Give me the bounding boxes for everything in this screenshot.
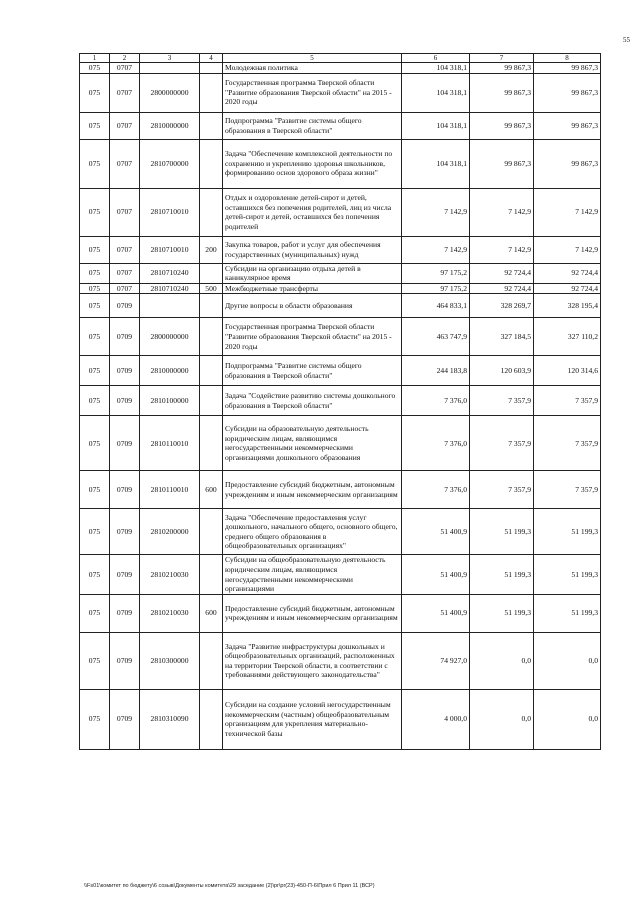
amount-cell-col7: 99 867,3 bbox=[470, 112, 534, 139]
target-article-cell: 2810300000 bbox=[140, 632, 200, 689]
amount-cell-col7: 51 199,3 bbox=[470, 509, 534, 555]
amount-cell-col6: 104 318,1 bbox=[402, 63, 470, 74]
expense-type-cell bbox=[200, 263, 223, 283]
expense-type-cell: 200 bbox=[200, 236, 223, 263]
amount-cell-col7: 99 867,3 bbox=[470, 73, 534, 112]
amount-cell-col6: 4 000,0 bbox=[402, 689, 470, 749]
table-row bbox=[80, 594, 601, 632]
ministry-code-cell: 075 bbox=[80, 356, 110, 386]
amount-cell-col7: 99 867,3 bbox=[470, 63, 534, 74]
ministry-code-cell: 075 bbox=[80, 632, 110, 689]
description-cell: Задача "Обеспечение предоставления услуг дошкольного, начального общего, основного общего, среднего общего образования в общеобразовательных организациях" bbox=[223, 509, 402, 555]
amount-cell-col6: 104 318,1 bbox=[402, 73, 470, 112]
ministry-code-cell: 075 bbox=[80, 188, 110, 236]
amount-cell-col6: 51 400,9 bbox=[402, 555, 470, 594]
amount-cell-col6: 104 318,1 bbox=[402, 112, 470, 139]
table-row bbox=[80, 139, 601, 188]
table-row bbox=[80, 632, 601, 689]
amount-cell-col6: 97 175,2 bbox=[402, 263, 470, 283]
section-code-cell: 0707 bbox=[110, 73, 140, 112]
ministry-code-cell: 075 bbox=[80, 63, 110, 74]
expense-type-cell bbox=[200, 139, 223, 188]
table-row bbox=[80, 263, 601, 283]
expense-type-cell bbox=[200, 73, 223, 112]
table-row bbox=[80, 386, 601, 416]
column-header: 4 bbox=[200, 54, 223, 63]
amount-cell-col7: 328 269,7 bbox=[470, 294, 534, 318]
amount-cell-col6: 7 376,0 bbox=[402, 416, 470, 471]
column-header: 1 bbox=[80, 54, 110, 63]
ministry-code-cell: 075 bbox=[80, 283, 110, 294]
section-code-cell: 0709 bbox=[110, 689, 140, 749]
description-cell: Закупка товаров, работ и услуг для обеспечения государственных (муниципальных) нужд bbox=[223, 236, 402, 263]
section-code-cell: 0709 bbox=[110, 555, 140, 594]
table-row bbox=[80, 236, 601, 263]
ministry-code-cell: 075 bbox=[80, 236, 110, 263]
target-article-cell: 2810210030 bbox=[140, 594, 200, 632]
section-code-cell: 0709 bbox=[110, 509, 140, 555]
amount-cell-col7: 51 199,3 bbox=[470, 594, 534, 632]
amount-cell-col6: 74 927,0 bbox=[402, 632, 470, 689]
target-article-cell: 2810700000 bbox=[140, 139, 200, 188]
amount-cell-col8: 51 199,3 bbox=[534, 555, 601, 594]
table-row bbox=[80, 356, 601, 386]
description-cell: Субсидии на организацию отдыха детей в каникулярное время bbox=[223, 263, 402, 283]
expense-type-cell: 500 bbox=[200, 283, 223, 294]
amount-cell-col7: 92 724,4 bbox=[470, 283, 534, 294]
table-row bbox=[80, 63, 601, 74]
description-cell: Государственная программа Тверской области "Развитие образования Тверской области" на 2015 - 2020 годы bbox=[223, 73, 402, 112]
target-article-cell: 2810210030 bbox=[140, 555, 200, 594]
amount-cell-col7: 0,0 bbox=[470, 632, 534, 689]
amount-cell-col8: 328 195,4 bbox=[534, 294, 601, 318]
target-article-cell: 2810110010 bbox=[140, 416, 200, 471]
column-header: 6 bbox=[402, 54, 470, 63]
amount-cell-col7: 51 199,3 bbox=[470, 555, 534, 594]
target-article-cell: 2800000000 bbox=[140, 318, 200, 356]
file-path-footer: \\Fs01\комитет по бюджету\6 созыв\Документы комитета\29 заседание (2)\pr\pr(23)-450-П-6\Прил 6 Прил 11 (ВСР) bbox=[84, 883, 375, 889]
amount-cell-col8: 120 314,6 bbox=[534, 356, 601, 386]
amount-cell-col6: 7 142,9 bbox=[402, 188, 470, 236]
description-cell: Молодежная политика bbox=[223, 63, 402, 74]
table-row bbox=[80, 509, 601, 555]
table-row bbox=[80, 555, 601, 594]
description-cell: Предоставление субсидий бюджетным, автономным учреждениям и иным некоммерческим организациям bbox=[223, 471, 402, 509]
description-cell: Отдых и оздоровление детей-сирот и детей, оставшихся без попечения родителей, лиц из числа детей-сирот и детей, оставшихся без попечения родителей bbox=[223, 188, 402, 236]
amount-cell-col8: 0,0 bbox=[534, 689, 601, 749]
section-code-cell: 0709 bbox=[110, 294, 140, 318]
description-cell: Подпрограмма "Развитие системы общего образования в Тверской области" bbox=[223, 356, 402, 386]
amount-cell-col6: 7 142,9 bbox=[402, 236, 470, 263]
section-code-cell: 0709 bbox=[110, 356, 140, 386]
amount-cell-col8: 7 357,9 bbox=[534, 386, 601, 416]
description-cell: Задача "Обеспечение комплексной деятельности по сохранению и укреплению здоровья школьников, формированию основ здорового образа жизни" bbox=[223, 139, 402, 188]
amount-cell-col7: 99 867,3 bbox=[470, 139, 534, 188]
amount-cell-col6: 244 183,8 bbox=[402, 356, 470, 386]
table-row bbox=[80, 112, 601, 139]
target-article-cell: 2810000000 bbox=[140, 356, 200, 386]
amount-cell-col8: 99 867,3 bbox=[534, 73, 601, 112]
expense-type-cell bbox=[200, 63, 223, 74]
expense-type-cell bbox=[200, 356, 223, 386]
expense-type-cell bbox=[200, 689, 223, 749]
description-cell: Субсидии на образовательную деятельность юридическим лицам, являющимся негосударственными некоммерческими организациями дошкольного образования bbox=[223, 416, 402, 471]
amount-cell-col7: 92 724,4 bbox=[470, 263, 534, 283]
amount-cell-col8: 7 142,9 bbox=[534, 188, 601, 236]
table-row bbox=[80, 471, 601, 509]
expense-type-cell bbox=[200, 318, 223, 356]
expense-type-cell bbox=[200, 188, 223, 236]
amount-cell-col7: 7 357,9 bbox=[470, 416, 534, 471]
section-code-cell: 0707 bbox=[110, 63, 140, 74]
target-article-cell: 2810110010 bbox=[140, 471, 200, 509]
ministry-code-cell: 075 bbox=[80, 386, 110, 416]
section-code-cell: 0707 bbox=[110, 236, 140, 263]
description-cell: Другие вопросы в области образования bbox=[223, 294, 402, 318]
section-code-cell: 0707 bbox=[110, 283, 140, 294]
column-header: 2 bbox=[110, 54, 140, 63]
section-code-cell: 0709 bbox=[110, 386, 140, 416]
description-cell: Подпрограмма "Развитие системы общего образования в Тверской области" bbox=[223, 112, 402, 139]
ministry-code-cell: 075 bbox=[80, 594, 110, 632]
target-article-cell: 2810200000 bbox=[140, 509, 200, 555]
expense-type-cell: 600 bbox=[200, 471, 223, 509]
section-code-cell: 0709 bbox=[110, 416, 140, 471]
section-code-cell: 0709 bbox=[110, 632, 140, 689]
column-header: 5 bbox=[223, 54, 402, 63]
description-cell: Субсидии на создание условий негосударственным некоммерческим (частным) общеобразовательным организациям для укрепления материально-технической базы bbox=[223, 689, 402, 749]
target-article-cell bbox=[140, 63, 200, 74]
section-code-cell: 0707 bbox=[110, 188, 140, 236]
amount-cell-col8: 99 867,3 bbox=[534, 139, 601, 188]
amount-cell-col8: 7 357,9 bbox=[534, 416, 601, 471]
section-code-cell: 0707 bbox=[110, 112, 140, 139]
column-header: 8 bbox=[534, 54, 601, 63]
description-cell: Задача "Развитие инфраструктуры дошкольных и общеобразовательных организаций, расположенных на территории Тверской области, в соответствии с требованиями действующего законодательства" bbox=[223, 632, 402, 689]
ministry-code-cell: 075 bbox=[80, 263, 110, 283]
target-article-cell: 2810710010 bbox=[140, 188, 200, 236]
table-row bbox=[80, 318, 601, 356]
column-header: 3 bbox=[140, 54, 200, 63]
expense-type-cell bbox=[200, 112, 223, 139]
description-cell: Межбюджетные трансферты bbox=[223, 283, 402, 294]
section-code-cell: 0709 bbox=[110, 471, 140, 509]
ministry-code-cell: 075 bbox=[80, 471, 110, 509]
amount-cell-col7: 7 357,9 bbox=[470, 386, 534, 416]
amount-cell-col7: 0,0 bbox=[470, 689, 534, 749]
target-article-cell: 2800000000 bbox=[140, 73, 200, 112]
target-article-cell: 2810710240 bbox=[140, 283, 200, 294]
amount-cell-col6: 7 376,0 bbox=[402, 386, 470, 416]
amount-cell-col8: 7 142,9 bbox=[534, 236, 601, 263]
ministry-code-cell: 075 bbox=[80, 555, 110, 594]
expense-type-cell bbox=[200, 555, 223, 594]
description-cell: Задача "Содействие развитию системы дошкольного образования в Тверской области" bbox=[223, 386, 402, 416]
ministry-code-cell: 075 bbox=[80, 139, 110, 188]
ministry-code-cell: 075 bbox=[80, 294, 110, 318]
expense-type-cell: 600 bbox=[200, 594, 223, 632]
target-article-cell: 2810100000 bbox=[140, 386, 200, 416]
description-cell: Государственная программа Тверской области "Развитие образования Тверской области" на 2015 - 2020 годы bbox=[223, 318, 402, 356]
amount-cell-col8: 0,0 bbox=[534, 632, 601, 689]
amount-cell-col8: 92 724,4 bbox=[534, 283, 601, 294]
description-cell: Субсидии на общеобразовательную деятельность юридическим лицам, являющимся негосударственными некоммерческими организациями bbox=[223, 555, 402, 594]
ministry-code-cell: 075 bbox=[80, 73, 110, 112]
ministry-code-cell: 075 bbox=[80, 509, 110, 555]
expense-type-cell bbox=[200, 294, 223, 318]
target-article-cell: 2810000000 bbox=[140, 112, 200, 139]
section-code-cell: 0709 bbox=[110, 318, 140, 356]
amount-cell-col8: 99 867,3 bbox=[534, 63, 601, 74]
description-cell: Предоставление субсидий бюджетным, автономным учреждениям и иным некоммерческим организациям bbox=[223, 594, 402, 632]
table-row bbox=[80, 689, 601, 749]
amount-cell-col8: 92 724,4 bbox=[534, 263, 601, 283]
ministry-code-cell: 075 bbox=[80, 318, 110, 356]
amount-cell-col6: 51 400,9 bbox=[402, 509, 470, 555]
amount-cell-col6: 104 318,1 bbox=[402, 139, 470, 188]
target-article-cell: 2810710010 bbox=[140, 236, 200, 263]
amount-cell-col8: 99 867,3 bbox=[534, 112, 601, 139]
expense-type-cell bbox=[200, 416, 223, 471]
column-number-row bbox=[80, 54, 601, 63]
amount-cell-col6: 97 175,2 bbox=[402, 283, 470, 294]
budget-table bbox=[79, 53, 601, 750]
table-row bbox=[80, 294, 601, 318]
column-header: 7 bbox=[470, 54, 534, 63]
section-code-cell: 0707 bbox=[110, 139, 140, 188]
expense-type-cell bbox=[200, 509, 223, 555]
expense-type-cell bbox=[200, 632, 223, 689]
amount-cell-col8: 51 199,3 bbox=[534, 594, 601, 632]
target-article-cell: 2810310090 bbox=[140, 689, 200, 749]
table-row bbox=[80, 283, 601, 294]
target-article-cell bbox=[140, 294, 200, 318]
amount-cell-col7: 120 603,9 bbox=[470, 356, 534, 386]
page-number: 55 bbox=[623, 36, 630, 44]
ministry-code-cell: 075 bbox=[80, 112, 110, 139]
section-code-cell: 0707 bbox=[110, 263, 140, 283]
amount-cell-col8: 7 357,9 bbox=[534, 471, 601, 509]
table-row bbox=[80, 416, 601, 471]
section-code-cell: 0709 bbox=[110, 594, 140, 632]
ministry-code-cell: 075 bbox=[80, 416, 110, 471]
amount-cell-col7: 7 142,9 bbox=[470, 236, 534, 263]
amount-cell-col8: 327 110,2 bbox=[534, 318, 601, 356]
amount-cell-col7: 327 184,5 bbox=[470, 318, 534, 356]
amount-cell-col7: 7 142,9 bbox=[470, 188, 534, 236]
amount-cell-col6: 464 833,1 bbox=[402, 294, 470, 318]
target-article-cell: 2810710240 bbox=[140, 263, 200, 283]
amount-cell-col8: 51 199,3 bbox=[534, 509, 601, 555]
ministry-code-cell: 075 bbox=[80, 689, 110, 749]
amount-cell-col6: 463 747,9 bbox=[402, 318, 470, 356]
amount-cell-col6: 51 400,9 bbox=[402, 594, 470, 632]
amount-cell-col7: 7 357,9 bbox=[470, 471, 534, 509]
table-row bbox=[80, 73, 601, 112]
expense-type-cell bbox=[200, 386, 223, 416]
amount-cell-col6: 7 376,0 bbox=[402, 471, 470, 509]
table-row bbox=[80, 188, 601, 236]
